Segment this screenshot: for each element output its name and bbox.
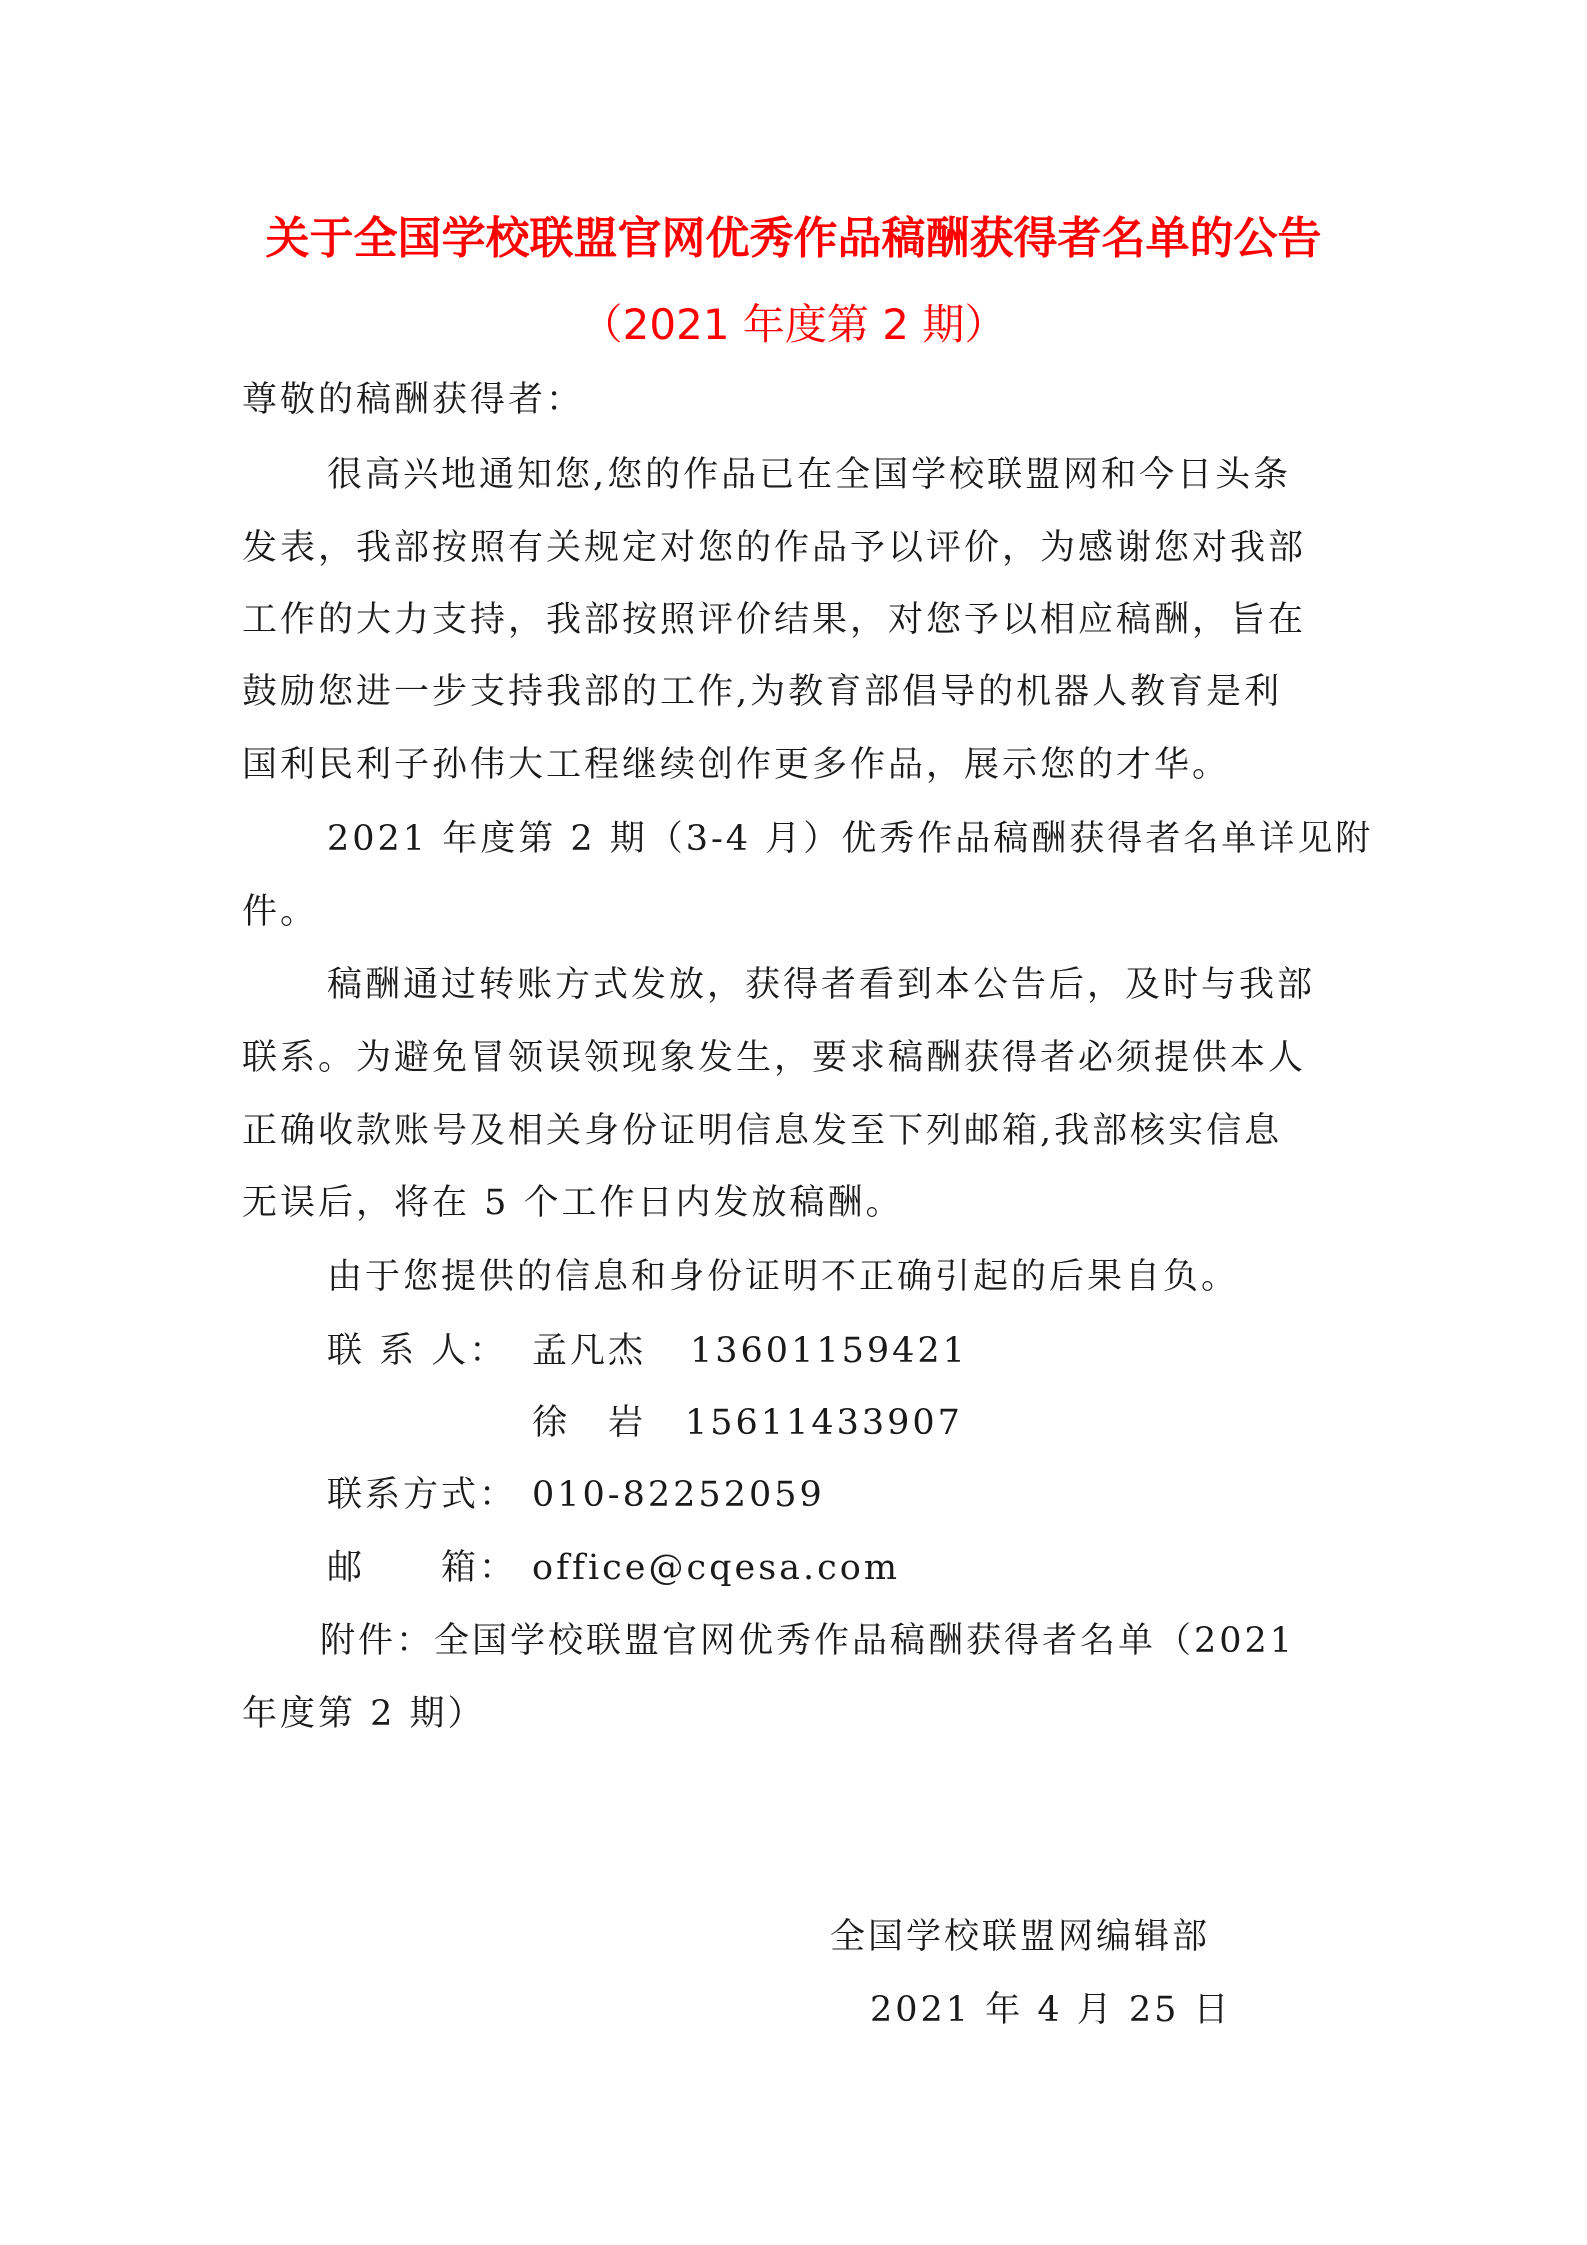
attachment-line: 年度第 2 期） [242,1694,486,1734]
paragraph2-line: 2021 年度第 2 期（3-4 月）优秀作品稿酬获得者名单详见附 [327,819,1374,859]
salutation: 尊敬的稿酬获得者： [242,380,585,420]
contact-method-value: 010-82252059 [532,1475,825,1515]
paragraph3-line: 正确收款账号及相关身份证明信息发至下列邮箱,我部核实信息 [242,1111,1283,1151]
contact-person2-phone: 15611433907 [685,1403,963,1443]
signature-organization: 全国学校联盟网编辑部 [830,1917,1211,1957]
contact-person-label: 联 系 人： [327,1331,508,1371]
document-subtitle: （2021 年度第 2 期） [580,300,1007,349]
paragraph1-line: 鼓励您进一步支持我部的工作,为教育部倡导的机器人教育是利 [242,672,1283,712]
email-link[interactable]: office@cqesa.com [532,1548,901,1588]
paragraph4: 由于您提供的信息和身份证明不正确引起的后果自负。 [327,1257,1240,1297]
email-label: 邮 箱： [327,1548,518,1588]
contact-person1-phone: 13601159421 [690,1331,968,1371]
paragraph2-line: 件。 [242,892,319,932]
attachment-line: 附件：全国学校联盟官网优秀作品稿酬获得者名单（2021 [320,1621,1296,1661]
paragraph3-line: 无误后，将在 5 个工作日内发放稿酬。 [242,1183,904,1223]
paragraph3-line: 稿酬通过转账方式发放，获得者看到本公告后，及时与我部 [327,965,1316,1005]
paragraph1-line: 很高兴地通知您,您的作品已在全国学校联盟网和今日头条 [327,455,1292,495]
paragraph1-line: 工作的大力支持，我部按照评价结果，对您予以相应稿酬，旨在 [242,600,1307,640]
paragraph1-line: 发表，我部按照有关规定对您的作品予以评价，为感谢您对我部 [242,528,1307,568]
contact-method-label: 联系方式： [327,1475,518,1515]
contact-person1-name: 孟凡杰 [532,1331,647,1371]
paragraph3-line: 联系。为避免冒领误领现象发生，要求稿酬获得者必须提供本人 [242,1038,1307,1078]
document-title: 关于全国学校联盟官网优秀作品稿酬获得者名单的公告 [265,213,1322,264]
paragraph1-line: 国利民利子孙伟大工程继续创作更多作品，展示您的才华。 [242,745,1231,785]
contact-person2-name: 徐 岩 [532,1403,647,1443]
signature-date: 2021 年 4 月 25 日 [870,1990,1232,2030]
